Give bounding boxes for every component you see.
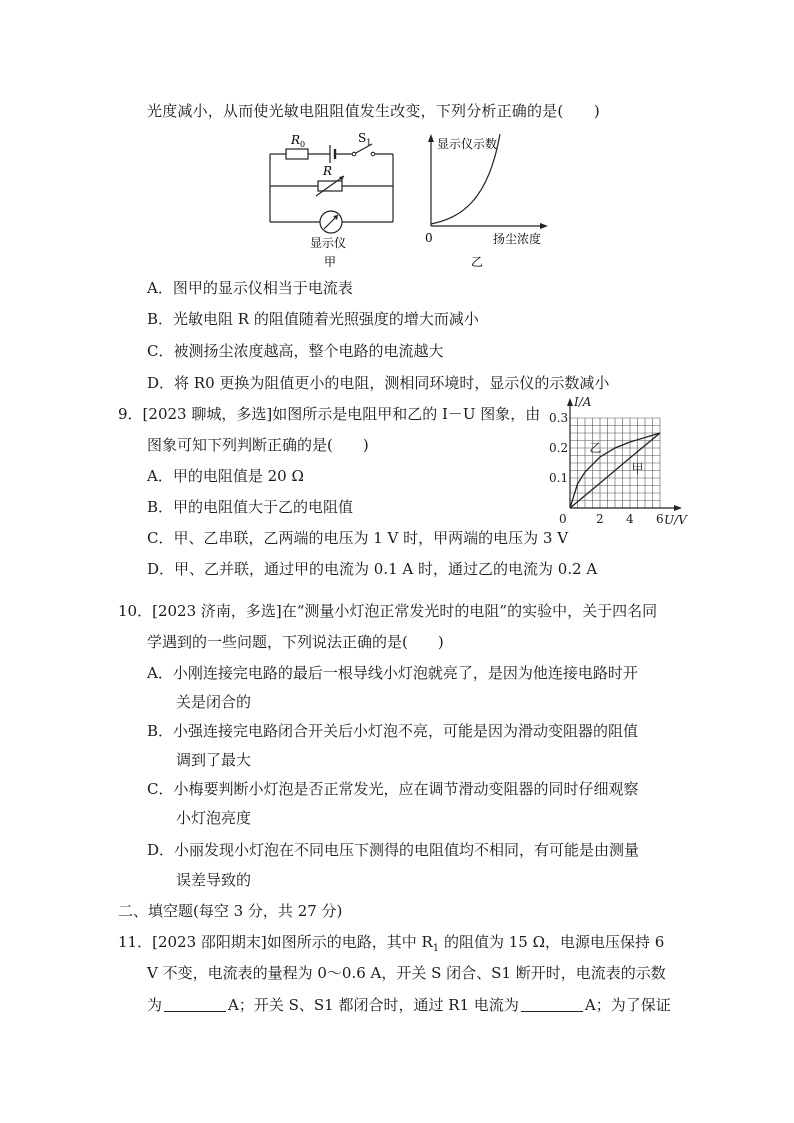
q10-option-a-line1: A．小刚连接完电路的最后一根导线小灯泡就亮了，是因为他连接电路时开 [147,664,638,682]
q11-stem-line2: V 不变，电流表的量程为 0～0.6 A，开关 S 闭合、S1 断开时，电流表的示数 [147,964,666,982]
y-tick-label: 0.3 [549,411,569,425]
y-tick-label: 0.2 [549,441,569,455]
q10-stem-line1: 10．[2023 济南，多选]在“测量小灯泡正常发光时的电阻”的实验中，关于四名同 [118,602,658,620]
series-label-jia: 甲 [631,461,644,476]
graph-origin: 0 [425,231,433,245]
q9-option-b: B．甲的电阻值大于乙的电阻值 [147,498,354,516]
q8-option-a: A．图甲的显示仪相当于电流表 [147,279,353,297]
y-tick-label: 0.1 [549,471,569,485]
q10-option-b-line2: 调到了最大 [176,751,252,769]
q9-stem-line1: 9．[2023 聊城，多选]如图所示是电阻甲和乙的 I－U 图象，由 [118,405,541,423]
r-label: R [323,164,333,178]
q8-option-c: C．被测扬尘浓度越高，整个电路的电流越大 [147,342,444,360]
figure-8-circuit [262,130,402,275]
y-axis-arrow [567,398,573,406]
q10-option-b-line1: B．小强连接完电路闭合开关后小灯泡不亮，可能是因为滑动变阻器的阻值 [147,722,639,740]
q10-option-c-line2: 小灯泡亮度 [176,809,252,827]
origin-label: 0 [559,512,567,526]
answer-blank-1[interactable] [164,995,226,1012]
x-tick-label: 4 [626,512,634,526]
graph-y-label: 显示仪示数 [437,137,498,151]
q10-option-d-line1: D．小丽发现小灯泡在不同电压下测得的电阻值均不相同，有可能是由测量 [147,841,640,859]
s1-label: $S_1$ [358,131,372,147]
q9-option-c: C．甲、乙串联，乙两端的电压为 1 V 时，甲两端的电压为 3 V [147,529,569,547]
x-tick-label: 6 [656,512,664,526]
q11-stem-line3: 为 A；开关 S、S1 都闭合时，通过 R1 电流为 A；为了保证 [147,996,671,1014]
question-8-stem-tail: 光度减小，从而使光敏电阻阻值发生改变，下列分析正确的是( ) [147,102,600,120]
q8-option-b: B．光敏电阻 R 的阻值随着光照强度的增大而减小 [147,310,479,328]
q10-stem-line2: 学遇到的一些问题，下列说法正确的是( ) [147,633,444,651]
series-label-yi: 乙 [589,441,602,455]
answer-blank-2[interactable] [521,995,583,1012]
q9-option-a: A．甲的电阻值是 20 Ω [147,467,304,485]
figure-8-graph [420,130,560,275]
q10-option-c-line1: C．小梅要判断小灯泡是否正常发光，应在调节滑动变阻器的同时仔细观察 [147,780,639,798]
q10-option-a-line2: 关是闭合的 [176,693,252,711]
graph-x-label: 扬尘浓度 [493,232,542,246]
r0-label: $R_0$ [291,133,306,149]
q10-option-d-line2: 误差导致的 [176,871,252,889]
y-axis-label: I/A [574,395,592,409]
section-2-title: 二、填空题(每空 3 分，共 27 分) [118,902,343,920]
q9-option-d: D．甲、乙并联，通过甲的电流为 0.1 A 时，通过乙的电流为 0.2 A [147,560,598,578]
meter-label: 显示仪 [310,236,347,250]
x-axis-label: U/V [664,513,687,527]
q11-stem-line1: 11．[2023 邵阳期末]如图所示的电路，其中 $R_1$ 的阻值为 15 Ω，电源电压保持 6 [118,933,665,954]
figure-caption-yi: 乙 [471,255,484,269]
x-axis-arrow [674,505,682,511]
q9-stem-line2: 图象可知下列判断正确的是( ) [147,436,369,454]
q8-option-d: D．将 R0 更换为阻值更小的电阻，测相同环境时，显示仪的示数减小 [147,374,610,392]
iu-chart [548,390,698,530]
figure-caption-jia: 甲 [324,255,337,269]
x-tick-label: 2 [596,512,604,526]
